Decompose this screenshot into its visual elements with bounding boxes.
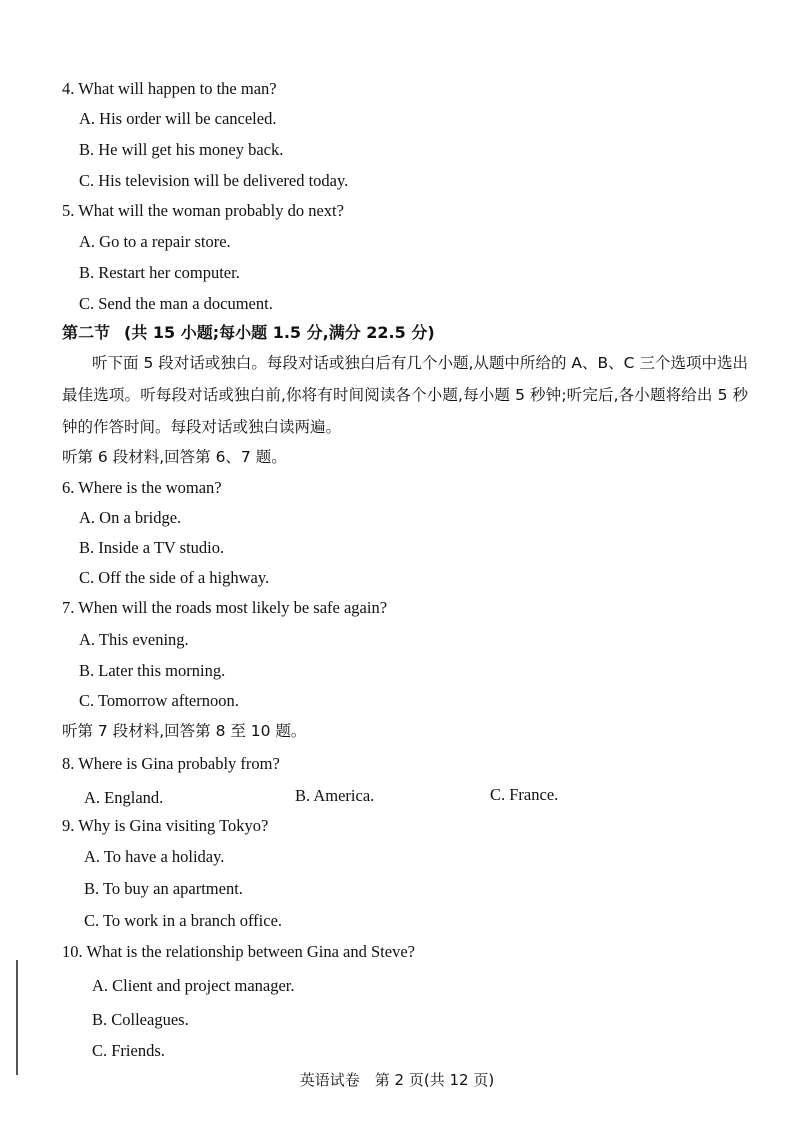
q9-option-c: C. To work in a branch office. xyxy=(84,911,283,930)
question-8: 8. Where is Gina probably from? xyxy=(62,754,280,773)
question-4: 4. What will happen to the man? xyxy=(62,79,277,98)
q8-option-a: A. England. xyxy=(84,788,164,807)
q7-option-b: B. Later this morning. xyxy=(79,661,226,680)
q10-option-b: B. Colleagues. xyxy=(92,1010,189,1029)
q9-option-b: B. To buy an apartment. xyxy=(84,879,243,898)
section-instructions xyxy=(62,347,748,443)
q10-option-a: A. Client and project manager. xyxy=(92,976,295,995)
section-heading xyxy=(62,325,435,341)
instructions-text: 听下面 5 段对话或独白。每段对话或独白后有几个小题,从题中所给的 A、B、C 三个选项中选出最佳选项。听每段对话或独白前,你将有时间阅读各个小题,每小题 5 秒钟;听完后,各小题将给出 5 秒钟的作答时间。每段对话或独白读两遍。 xyxy=(62,354,748,436)
q6-option-b: B. Inside a TV studio. xyxy=(79,538,225,557)
q5-option-a: A. Go to a repair store. xyxy=(79,232,231,251)
q9-option-a: A. To have a holiday. xyxy=(84,847,225,866)
question-6: 6. Where is the woman? xyxy=(62,478,222,497)
margin-line xyxy=(16,960,18,1075)
q8-option-c: C. France. xyxy=(490,785,559,804)
q4-option-b: B. He will get his money back. xyxy=(79,140,284,159)
q5-option-b: B. Restart her computer. xyxy=(79,263,240,282)
material-6-heading: 听第 6 段材料,回答第 6、7 题。 xyxy=(62,448,287,466)
section-title: 第二节 xyxy=(62,323,111,342)
q10-option-c: C. Friends. xyxy=(92,1041,165,1060)
question-10: 10. What is the relationship between Gina and Steve? xyxy=(62,942,415,961)
question-9: 9. Why is Gina visiting Tokyo? xyxy=(62,816,269,835)
question-7: 7. When will the roads most likely be safe again? xyxy=(62,598,388,617)
q4-option-a: A. His order will be canceled. xyxy=(79,109,277,128)
q6-option-a: A. On a bridge. xyxy=(79,508,182,527)
q5-option-c: C. Send the man a document. xyxy=(79,294,273,313)
q7-option-c: C. Tomorrow afternoon. xyxy=(79,691,239,710)
q4-option-c: C. His television will be delivered today. xyxy=(79,171,349,190)
q8-option-b: B. America. xyxy=(295,786,375,805)
q7-option-a: A. This evening. xyxy=(79,630,189,649)
page-footer: 英语试卷 第 2 页(共 12 页) xyxy=(299,1071,495,1089)
material-7-heading: 听第 7 段材料,回答第 8 至 10 题。 xyxy=(62,722,307,740)
question-5: 5. What will the woman probably do next? xyxy=(62,201,344,220)
section-subtitle: (共 15 小题;每小题 1.5 分,满分 22.5 分) xyxy=(124,323,435,342)
q6-option-c: C. Off the side of a highway. xyxy=(79,568,270,587)
